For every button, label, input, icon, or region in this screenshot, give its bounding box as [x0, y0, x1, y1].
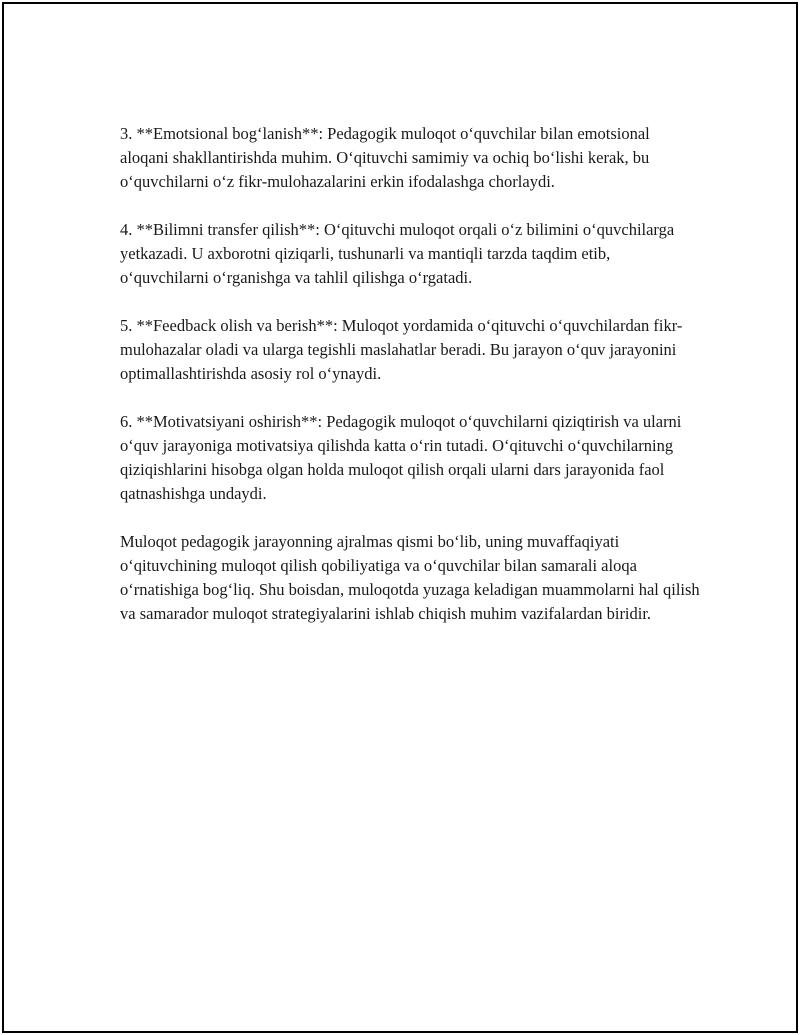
paragraph-conclusion: Muloqot pedagogik jarayonning ajralmas qismi bo‘lib, uning muvaffaqiyati o‘qituvchining muloqot qilish qobiliyatiga va o‘quvchilar bilan samarali aloqa o‘rnatishiga bog‘liq. Shu boisdan, muloqotda yuzaga keladigan muammolarni hal qilish va samarador muloqot strategiyalarini ishlab chiqish muhim vazifalardan biridir. — [120, 532, 700, 623]
paragraph-motivation: 6. **Motivatsiyani oshirish**: Pedagogik muloqot o‘quvchilarni qiziqtirish va ularni o‘quv jarayoniga motivatsiya qilishda katta o‘rin tutadi. O‘qituvchi o‘quvchilarning qiziqishlarini hisobga olgan holda muloqot qilish orqali ularni dars jarayonida faol qatnashishga undaydi. — [120, 412, 682, 503]
page-frame — [2, 2, 798, 1033]
paragraph-emotional-connection: 3. **Emotsional bog‘lanish**: Pedagogik muloqot o‘quvchilar bilan emotsional aloqani shakllantirishda muhim. O‘qituvchi samimiy va ochiq bo‘lishi kerak, bu o‘quvchilarni o‘z fikr-mulohazalarini erkin ifodalashga chorlaydi. — [120, 124, 650, 191]
paragraph-knowledge-transfer: 4. **Bilimni transfer qilish**: O‘qituvchi muloqot orqali o‘z bilimini o‘quvchilarga yetkazadi. U axborotni qiziqarli, tushunarli va mantiqli tarzda taqdim etib, o‘quvchilarni o‘rganishga va tahlil qilishga o‘rgatadi. — [120, 220, 675, 287]
document-body — [120, 122, 700, 626]
paragraph-feedback: 5. **Feedback olish va berish**: Muloqot yordamida o‘qituvchi o‘quvchilardan fikr-mulohazalar oladi va ularga tegishli maslahatlar beradi. Bu jarayon o‘quv jarayonini optimallashtirishda asosiy rol o‘ynaydi. — [120, 316, 683, 383]
